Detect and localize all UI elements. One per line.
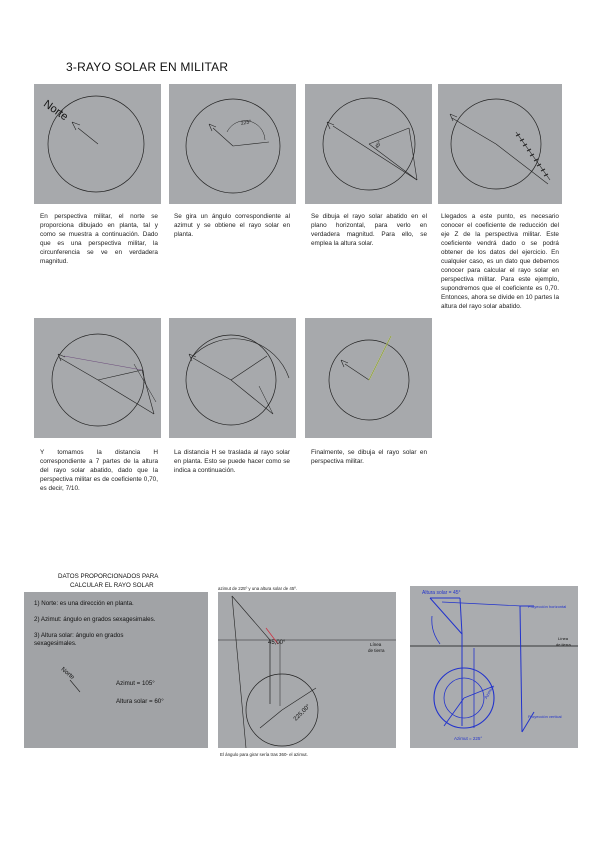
step7-drawing — [305, 318, 432, 438]
step2-drawing — [169, 84, 296, 204]
data-altura-value: Altura solar = 60° — [116, 698, 164, 705]
step1-figure — [34, 84, 161, 204]
step3-drawing — [305, 84, 432, 204]
step5-figure — [34, 318, 161, 438]
blue-label-bottom: Azimut = 225° — [454, 736, 483, 741]
north-label: Norte — [41, 98, 71, 124]
blue-label-right1: Proyección horizontal — [528, 604, 567, 609]
data-azimut-value: Azimut = 105° — [116, 680, 155, 687]
example-top-caption: azimut de 225º y una altura solar de 45º. — [218, 586, 298, 591]
altura-angle-label: 45° — [374, 140, 384, 150]
step4-caption: Llegados a este punto, es necesario conocer el coeficiente de reducción del eje Z de la perspectiva militar. Este coeficiente vendrá dado o se podrá obtener de los datos del ejercicio. En cualquier caso, es un dato que debemos conocer para calcular el rayo solar en perspectiva militar. Para este ejemplo, supondremos que el coeficiente es 0,70. Entonces, ahora se divide en 10 partes la altura del rayo solar abatido. — [441, 213, 559, 310]
page-title: 3-RAYO SOLAR EN MILITAR — [66, 60, 229, 74]
step2-figure — [169, 84, 296, 204]
data-heading-line2: CALCULAR EL RAYO SOLAR — [70, 582, 154, 589]
example-angle-label: 45,00° — [268, 640, 286, 646]
data-panel — [24, 592, 208, 748]
step7-caption: Finalmente, se dibuja el rayo solar en perspectiva militar. — [311, 449, 427, 465]
data-item2: 2) Azimut: ángulo en grados sexagesimales. — [34, 616, 156, 623]
data-item3-line1: 3) Altura solar: ángulo en grados — [34, 632, 124, 639]
step7-figure — [305, 318, 432, 438]
data-heading-line1: DATOS PROPORCIONADOS PARA — [58, 573, 159, 580]
example-drawing — [218, 592, 396, 748]
example-bottom-caption: El ángulo para girar sería tras 360- el azimut. — [220, 752, 308, 757]
blue-label-lt-line2: de tierra — [556, 642, 571, 647]
step4-drawing — [438, 84, 562, 204]
data-north-label: Norte — [59, 665, 76, 682]
data-item3-line2: sexagesimales. — [34, 640, 77, 647]
step4-figure — [438, 84, 562, 204]
step6-figure — [169, 318, 296, 438]
step3-caption: Se dibuja el rayo solar abatido en el plano horizontal, para verlo en verdadera magnitud. Para ello, se emplea la altura solar. — [311, 213, 427, 247]
blue-label-mid: Azimut — [483, 685, 495, 700]
step6-drawing — [169, 318, 296, 438]
example-panel — [218, 592, 396, 748]
step2-caption: Se gira un ángulo correspondiente al azimut y se obtiene el rayo solar en planta. — [174, 213, 290, 238]
step1-caption: En perspectiva militar, el norte se proporciona dibujado en planta, tal y como se muestra a continuación. Dado que es una perspectiva militar, la circunferencia se ve en verdadera magnitud. — [40, 213, 158, 265]
example-side-label-line1: Línea — [370, 642, 382, 647]
blue-label-top: Altura solar = 45° — [422, 590, 461, 596]
step5-drawing — [34, 318, 161, 438]
data-item1: 1) Norte: es una dirección en planta. — [34, 600, 134, 607]
step5-caption: Y tomamos la distancia H correspondiente a 7 partes de la altura del rayo solar abatido, dado que la perspectiva militar es de coeficiente 0,70, es decir, 7/10. — [40, 449, 158, 492]
azimut-angle-label: 225° — [240, 119, 252, 127]
step3-figure — [305, 84, 432, 204]
step6-caption: La distancia H se traslada al rayo solar en planta. Esto se puede hacer como se indica a continuación. — [174, 449, 290, 474]
blue-label-right2: Proyección vertical — [528, 714, 562, 719]
example-side-label-line2: de tierra — [368, 648, 385, 653]
blue-diagram-panel — [410, 586, 578, 748]
blue-drawing — [410, 586, 578, 748]
example-angle-label2: 225,00° — [292, 703, 312, 723]
blue-label-lt-line1: Línea — [558, 636, 569, 641]
